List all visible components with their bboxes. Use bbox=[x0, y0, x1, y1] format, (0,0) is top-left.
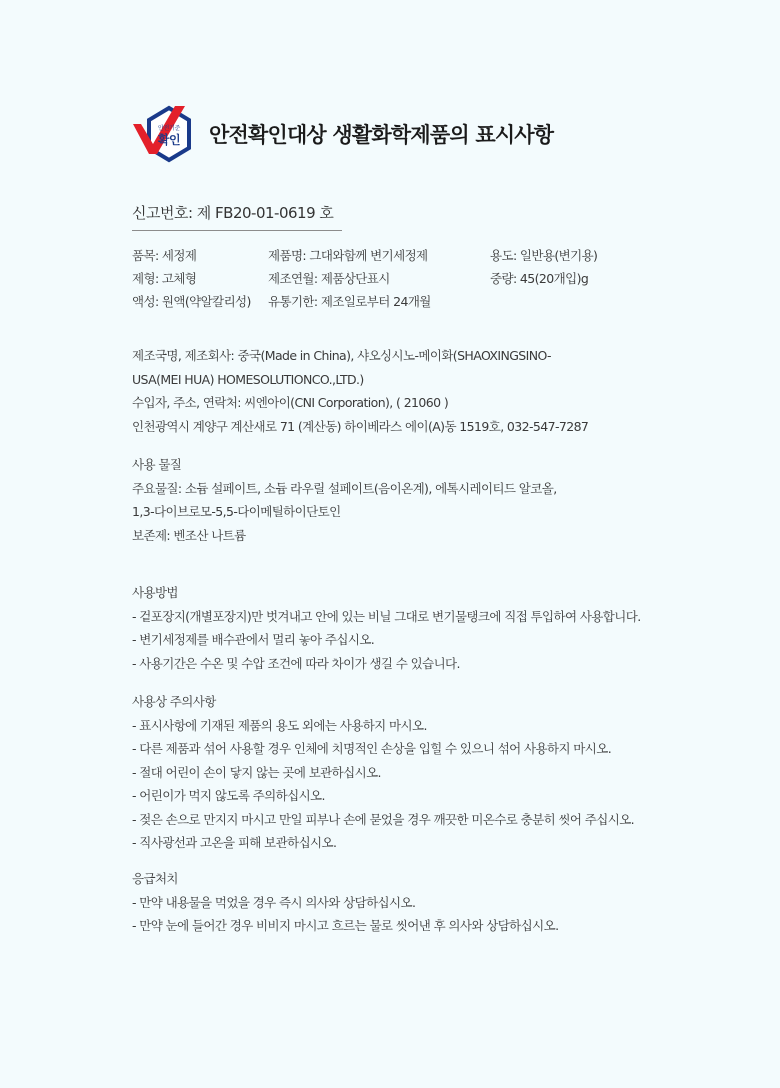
substance-line: 주요물질: 소듐 설페이트, 소듐 라우릴 설페이트(음이온계), 에톡시레이티드 알코올, bbox=[132, 480, 557, 496]
first-aid-line: - 만약 눈에 들어간 경우 비비지 마시고 흐르는 물로 씻어낸 후 의사와 상담하십시오. bbox=[132, 918, 559, 933]
first-aid-line: - 만약 내용물을 먹었을 경우 즉시 의사와 상담하십시오. bbox=[132, 894, 416, 910]
info-item: 제조연월: 제품상단표시 bbox=[268, 271, 390, 286]
manufacturer-line: 제조국명, 제조회사: 중국(Made in China), 샤오싱시노-메이화(SHAOXINGSINO- bbox=[132, 348, 551, 363]
info-item: 제품명: 그대와함께 변기세정제 bbox=[268, 248, 428, 263]
usage-section bbox=[132, 581, 641, 675]
info-item: 품목: 세정제 bbox=[132, 248, 197, 263]
first-aid-section bbox=[132, 867, 558, 938]
info-item: 용도: 일반용(변기용) bbox=[490, 248, 598, 263]
manufacturer-section bbox=[132, 344, 588, 438]
registration-number: 신고번호: 제 FB20-01-0619 호 bbox=[132, 202, 342, 231]
precaution-line: - 젖은 손으로 만지지 마시고 만일 피부나 손에 묻었을 경우 깨끗한 미온수로 충분히 씻어 주십시오. bbox=[132, 811, 635, 827]
precaution-line: - 절대 어린이 손이 닿지 않는 곳에 보관하십시오. bbox=[132, 764, 381, 780]
logo-big-text: 확인 bbox=[157, 133, 181, 147]
manufacturer-line: USA(MEI HUA) HOMESOLUTIONCO.,LTD.) bbox=[132, 371, 364, 387]
section-heading: 사용방법 bbox=[132, 585, 178, 600]
section-heading: 응급처치 bbox=[132, 871, 178, 886]
logo-small-text: 안전기준 bbox=[158, 125, 180, 132]
usage-line: - 변기세정제를 배수관에서 멀리 놓아 주십시오. bbox=[132, 632, 375, 647]
precaution-line: - 직사광선과 고온을 피해 보관하십시오. bbox=[132, 835, 337, 850]
precaution-line: - 다른 제품과 섞어 사용할 경우 인체에 치명적인 손상을 입힐 수 있으니 섞어 사용하지 마시오. bbox=[132, 741, 612, 756]
precaution-line: - 표시사항에 기재된 제품의 용도 외에는 사용하지 마시오. bbox=[132, 717, 427, 733]
info-item: 유통기한: 제조일로부터 24개월 bbox=[268, 294, 431, 309]
manufacturer-line: 수입자, 주소, 연락처: 씨엔아이(CNI Corporation), ( 21060 ) bbox=[132, 395, 449, 410]
substances-section bbox=[132, 453, 557, 547]
info-item: 제형: 고체형 bbox=[132, 271, 197, 286]
page-title: 안전확인대상 생활화학제품의 표시사항 bbox=[209, 123, 554, 147]
safety-check-logo bbox=[131, 104, 195, 164]
manufacturer-line: 인천광역시 계양구 계산새로 71 (계산동) 하이베라스 에이(A)동 1519호, 032-547-7287 bbox=[132, 418, 589, 434]
usage-line: - 사용기간은 수온 및 수압 조건에 따라 차이가 생길 수 있습니다. bbox=[132, 655, 460, 671]
substance-line: 보존제: 벤조산 나트륨 bbox=[132, 527, 246, 543]
section-heading: 사용 물질 bbox=[132, 457, 182, 472]
usage-line: - 겉포장지(개별포장지)만 벗겨내고 안에 있는 비닐 그대로 변기물탱크에 직접 투입하여 사용합니다. bbox=[132, 608, 641, 624]
precautions-section bbox=[132, 690, 634, 855]
substance-line: 1,3-다이브로모-5,5-다이메틸하이단토인 bbox=[132, 504, 341, 519]
section-heading: 사용상 주의사항 bbox=[132, 694, 216, 709]
header bbox=[131, 104, 553, 164]
info-item: 액성: 원액(약알칼리성) bbox=[132, 294, 251, 309]
precaution-line: - 어린이가 먹지 않도록 주의하십시오. bbox=[132, 788, 325, 803]
info-item: 중량: 45(20개입)g bbox=[490, 271, 589, 286]
